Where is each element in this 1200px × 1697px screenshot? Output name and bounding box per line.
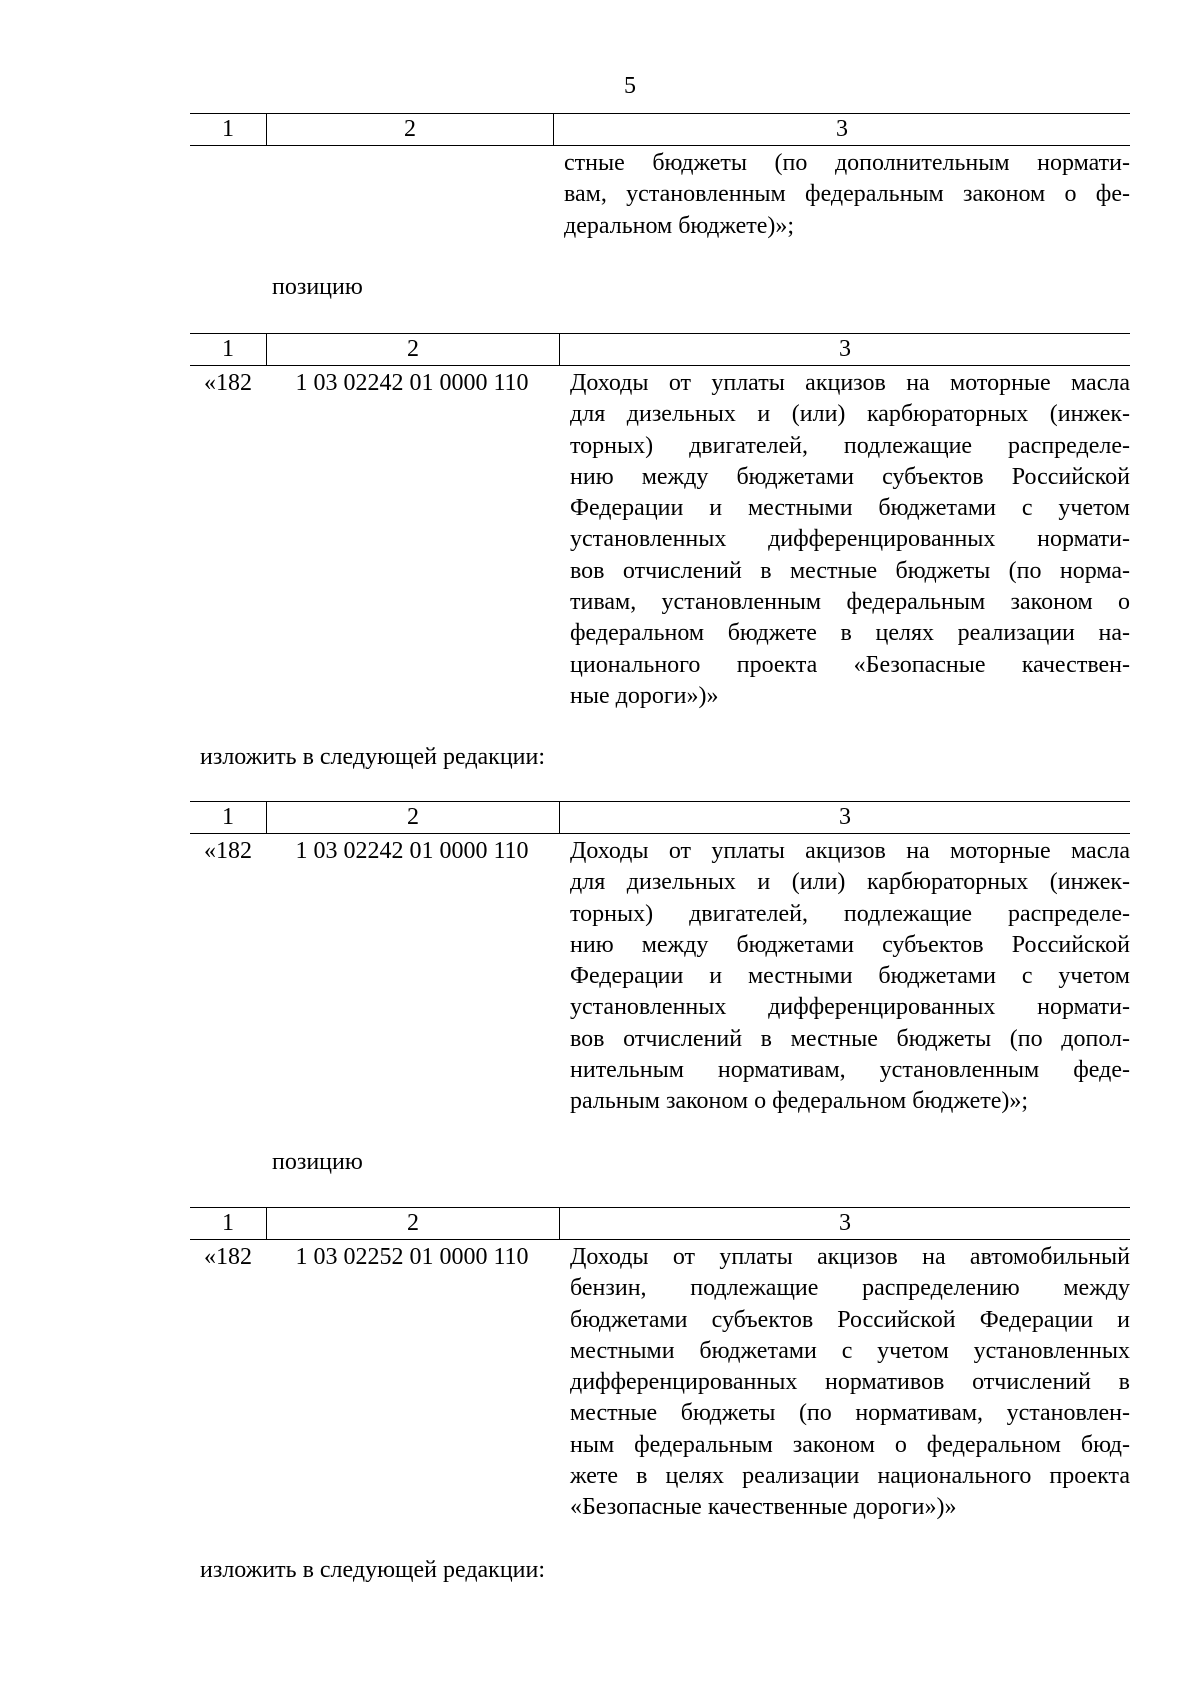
description-line: местные бюджеты (по нормативам, установлен- (570, 1400, 1130, 1427)
description-line: вам, установленным федеральным законом о фе- (564, 181, 1130, 208)
table-header (190, 802, 1130, 834)
instruction-text: позицию (272, 1149, 363, 1175)
description-line: Доходы от уплаты акцизов на автомобильный (570, 1244, 1130, 1270)
description-line: нию между бюджетами субъектов Российской (570, 463, 1130, 490)
page-number: 5 (624, 73, 636, 99)
description-line: бюджетами субъектов Российской Федерации и (570, 1306, 1130, 1333)
description-line: установленных дифференцированных нормати- (570, 994, 1130, 1021)
header-col-2: 2 (267, 114, 554, 145)
header-col-2: 2 (267, 802, 560, 833)
header-col-3: 3 (839, 336, 851, 362)
code-admin-cell: «182 (204, 370, 252, 396)
description-line: тивам, установленным федеральным законом о (570, 589, 1130, 616)
description-line: вов отчислений в местные бюджеты (по норма- (570, 557, 1130, 584)
description-line: ным федеральным законом о федеральном бюд- (570, 1431, 1130, 1458)
description-line: установленных дифференцированных нормати- (570, 526, 1130, 553)
code-admin-cell: «182 (204, 1244, 252, 1270)
description-cell (558, 1242, 1130, 1524)
table-header (190, 114, 1130, 146)
code-income-cell: 1 03 02242 01 0000 110 (295, 370, 529, 396)
description-line: жете в целях реализации национального проекта (570, 1463, 1130, 1490)
description-line: ные дороги»)» (570, 682, 719, 709)
description-line: торных) двигателей, подлежащие распределе- (570, 432, 1130, 459)
description-line: стные бюджеты (по дополнительным нормати- (564, 150, 1130, 176)
description-line: Федерации и местными бюджетами с учетом (570, 963, 1130, 990)
code-income-cell: 1 03 02252 01 0000 110 (295, 1244, 529, 1270)
description-line: Доходы от уплаты акцизов на моторные масла (570, 370, 1130, 396)
table-new-position-1 (190, 801, 1130, 1118)
description-line: бензин, подлежащие распределению между (570, 1275, 1130, 1302)
table-old-position-2 (190, 1207, 1130, 1524)
description-cell (552, 148, 1130, 242)
header-col-1: 1 (190, 1208, 267, 1239)
description-line: ральным законом о федеральном бюджете)»; (570, 1088, 1029, 1115)
table-row (190, 366, 1130, 712)
description-line: вов отчислений в местные бюджеты (по допол- (570, 1025, 1130, 1052)
header-col-1: 1 (190, 114, 267, 145)
table-header (190, 334, 1130, 366)
instruction-text: позицию (272, 274, 363, 300)
description-line: «Безопасные качественные дороги»)» (570, 1494, 957, 1521)
table-row (190, 1240, 1130, 1524)
code-income-cell: 1 03 02242 01 0000 110 (295, 838, 529, 864)
table-row (190, 834, 1130, 1118)
table-old-position-1 (190, 333, 1130, 712)
code-admin-cell: «182 (204, 838, 252, 864)
description-line: ционального проекта «Безопасные качествен- (570, 651, 1130, 678)
description-line: местными бюджетами с учетом установленных (570, 1337, 1130, 1364)
table-row (190, 146, 1130, 242)
description-line: торных) двигателей, подлежащие распределе- (570, 900, 1130, 927)
description-line: дифференцированных нормативов отчислений в (570, 1369, 1130, 1396)
table-header (190, 1208, 1130, 1240)
description-line: для дизельных и (или) карбюраторных (инжек- (570, 869, 1130, 896)
header-col-1: 1 (190, 802, 267, 833)
description-line: федеральном бюджете в целях реализации на- (570, 620, 1130, 647)
description-line: нию между бюджетами субъектов Российской (570, 931, 1130, 958)
description-line: Доходы от уплаты акцизов на моторные масла (570, 838, 1130, 864)
header-col-1: 1 (190, 334, 267, 365)
description-line: Федерации и местными бюджетами с учетом (570, 495, 1130, 522)
header-col-3: 3 (839, 1210, 851, 1236)
description-line: деральном бюджете)»; (564, 212, 795, 239)
description-cell (558, 836, 1130, 1118)
header-col-2: 2 (267, 1208, 560, 1239)
header-col-3: 3 (839, 804, 851, 830)
instruction-text: изложить в следующей редакции: (200, 1557, 546, 1583)
description-cell (558, 368, 1130, 712)
table-continuation (190, 113, 1130, 242)
header-col-2: 2 (267, 334, 560, 365)
description-line: для дизельных и (или) карбюраторных (инжек- (570, 401, 1130, 428)
header-col-3: 3 (836, 116, 848, 142)
instruction-text: изложить в следующей редакции: (200, 744, 546, 770)
description-line: нительным нормативам, установленным феде- (570, 1057, 1130, 1084)
